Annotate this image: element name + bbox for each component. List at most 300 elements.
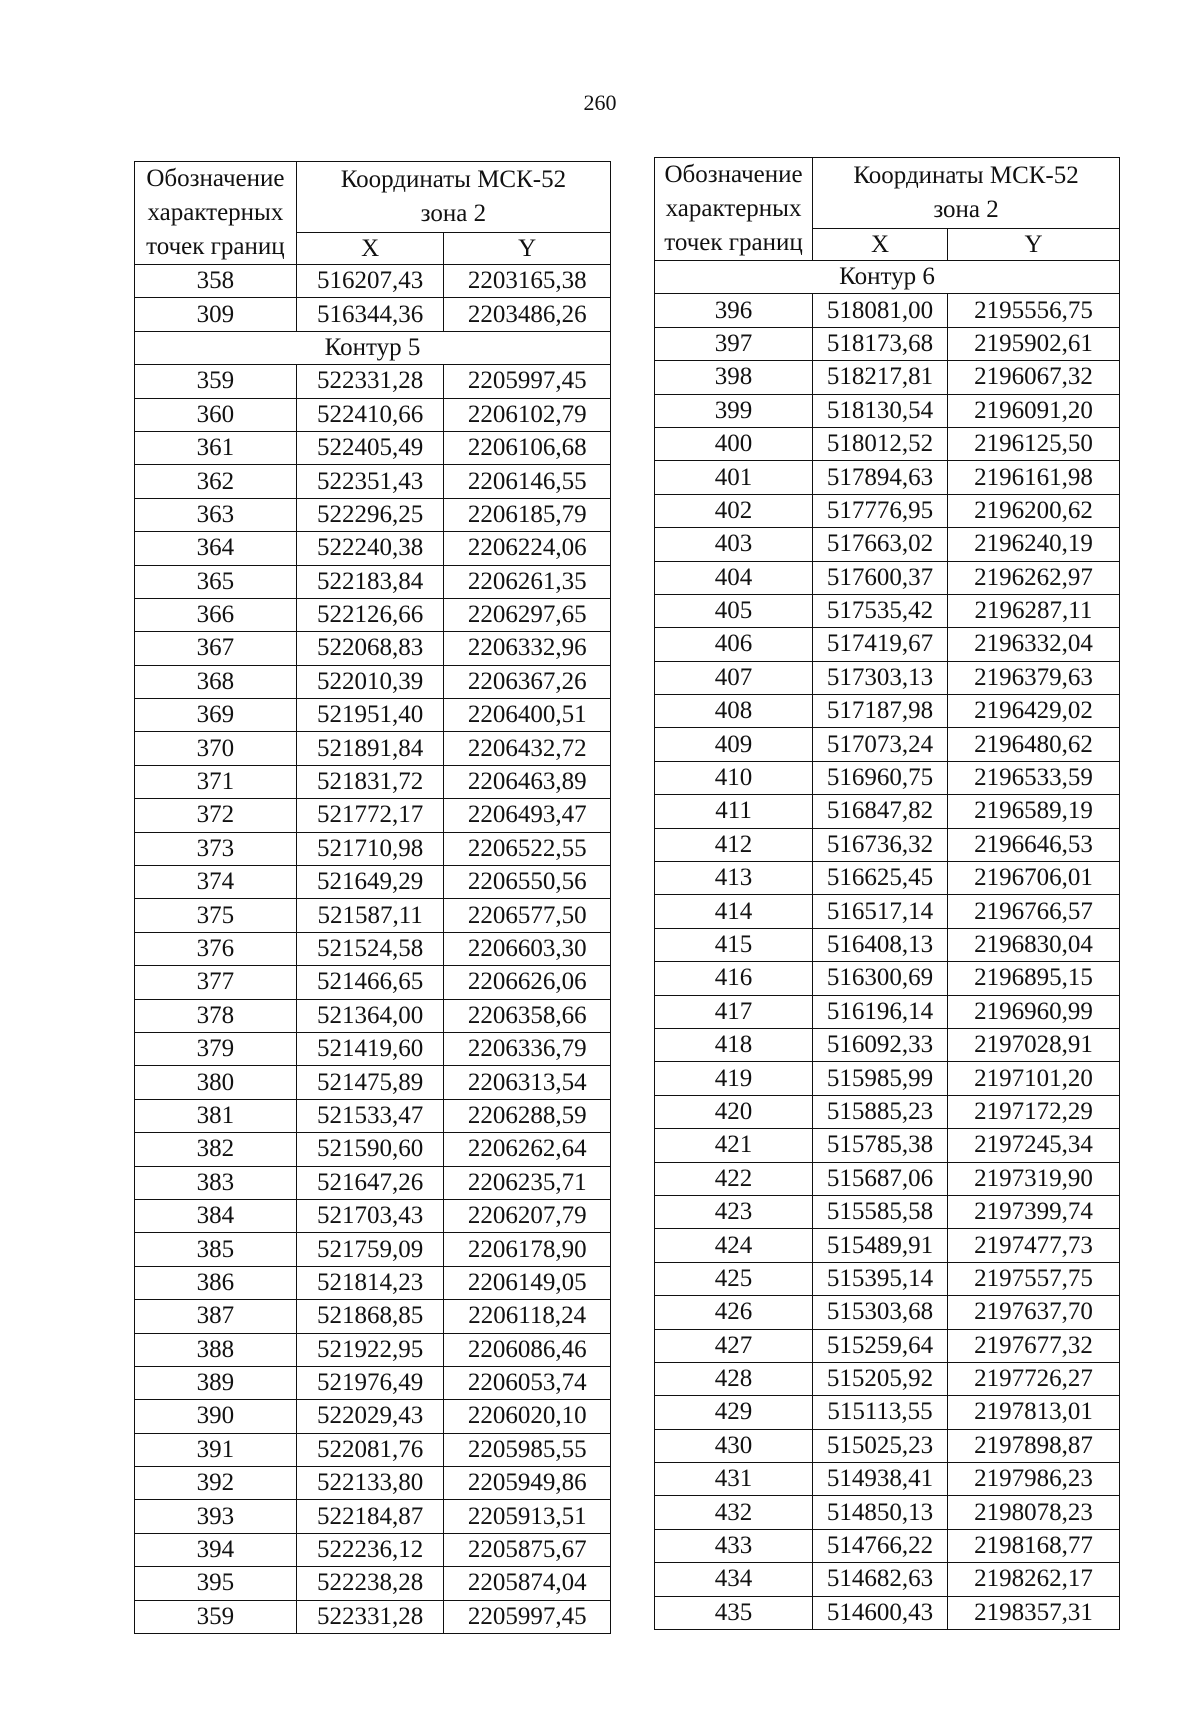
x-coordinate-cell: 517303,13	[813, 661, 948, 694]
point-number-cell: 379	[135, 1032, 297, 1065]
point-number-cell: 388	[135, 1333, 297, 1366]
x-coordinate-cell: 514938,41	[813, 1463, 948, 1496]
table-row	[655, 1529, 1120, 1562]
y-coordinate-cell: 2197101,20	[947, 1062, 1119, 1095]
y-coordinate-cell: 2196091,20	[947, 394, 1119, 427]
table-row	[655, 862, 1120, 895]
right-table-body	[655, 158, 1120, 1630]
x-coordinate-cell: 517073,24	[813, 728, 948, 761]
y-column-header: Y	[444, 233, 611, 265]
table-row	[135, 1366, 611, 1399]
header-line: зона 2	[933, 196, 999, 224]
table-row	[135, 999, 611, 1032]
y-coordinate-cell: 2196332,04	[947, 628, 1119, 661]
x-coordinate-cell: 516196,14	[813, 995, 948, 1028]
table-row	[655, 1162, 1120, 1195]
table-row	[655, 394, 1120, 427]
table-row	[135, 966, 611, 999]
x-coordinate-cell: 522068,83	[296, 632, 444, 665]
x-coordinate-cell: 521419,60	[296, 1032, 444, 1065]
y-coordinate-cell: 2206106,68	[444, 431, 611, 464]
y-coordinate-cell: 2206367,26	[444, 665, 611, 698]
x-coordinate-cell: 515259,64	[813, 1329, 948, 1362]
y-coordinate-cell: 2196125,50	[947, 427, 1119, 460]
y-coordinate-cell: 2196895,15	[947, 962, 1119, 995]
left-table-body	[135, 162, 611, 1634]
point-number-cell: 386	[135, 1266, 297, 1299]
table-row	[135, 1166, 611, 1199]
point-number-cell: 370	[135, 732, 297, 765]
point-number-cell: 398	[655, 361, 813, 394]
y-coordinate-cell: 2196646,53	[947, 828, 1119, 861]
table-row	[655, 1095, 1120, 1128]
point-number-cell: 372	[135, 799, 297, 832]
point-number-cell: 410	[655, 761, 813, 794]
x-coordinate-cell: 521466,65	[296, 966, 444, 999]
x-coordinate-cell: 521814,23	[296, 1266, 444, 1299]
y-coordinate-cell: 2196706,01	[947, 862, 1119, 895]
table-row	[655, 1463, 1120, 1496]
table-row	[135, 632, 611, 665]
table-row	[655, 1229, 1120, 1262]
point-number-cell: 423	[655, 1195, 813, 1228]
y-coordinate-cell: 2206288,59	[444, 1099, 611, 1132]
table-row	[655, 1362, 1120, 1395]
x-coordinate-cell: 522331,28	[296, 1600, 444, 1633]
y-coordinate-cell: 2206146,55	[444, 465, 611, 498]
point-number-cell: 424	[655, 1229, 813, 1262]
table-row	[135, 532, 611, 565]
coordinates-header	[813, 158, 1120, 229]
point-number-cell: 418	[655, 1028, 813, 1061]
y-coordinate-cell: 2197813,01	[947, 1396, 1119, 1429]
table-row	[655, 1195, 1120, 1228]
x-coordinate-cell: 514682,63	[813, 1563, 948, 1596]
table-row	[135, 1433, 611, 1466]
table-row	[655, 1563, 1120, 1596]
x-coordinate-cell: 522010,39	[296, 665, 444, 698]
x-coordinate-cell: 522184,87	[296, 1500, 444, 1533]
y-coordinate-cell: 2205997,45	[444, 1600, 611, 1633]
y-coordinate-cell: 2206185,79	[444, 498, 611, 531]
point-number-cell: 430	[655, 1429, 813, 1462]
point-number-cell: 429	[655, 1396, 813, 1429]
table-row	[655, 1062, 1120, 1095]
x-coordinate-cell: 522183,84	[296, 565, 444, 598]
y-coordinate-cell: 2198168,77	[947, 1529, 1119, 1562]
table-row	[135, 1300, 611, 1333]
y-coordinate-cell: 2197557,75	[947, 1262, 1119, 1295]
table-row	[655, 695, 1120, 728]
header-row	[135, 162, 611, 233]
point-number-cell: 428	[655, 1362, 813, 1395]
table-row	[655, 628, 1120, 661]
table-row	[655, 528, 1120, 561]
point-number-cell: 416	[655, 962, 813, 995]
y-coordinate-cell: 2198357,31	[947, 1596, 1119, 1629]
table-row	[135, 265, 611, 298]
y-coordinate-cell: 2206603,30	[444, 932, 611, 965]
y-coordinate-cell: 2196429,02	[947, 695, 1119, 728]
header-line: характерных	[147, 199, 284, 226]
point-number-cell: 384	[135, 1199, 297, 1232]
x-coordinate-cell: 514600,43	[813, 1596, 948, 1629]
table-row	[655, 895, 1120, 928]
y-coordinate-cell: 2205985,55	[444, 1433, 611, 1466]
y-coordinate-cell: 2197319,90	[947, 1162, 1119, 1195]
y-coordinate-cell: 2197726,27	[947, 1362, 1119, 1395]
table-row	[655, 1496, 1120, 1529]
header-line: Координаты МСК-52	[340, 166, 567, 194]
point-number-cell: 397	[655, 327, 813, 360]
table-row	[655, 561, 1120, 594]
table-row	[135, 866, 611, 899]
table-row	[135, 665, 611, 698]
y-coordinate-cell: 2197477,73	[947, 1229, 1119, 1262]
contour-label: Контур 6	[655, 261, 1120, 294]
x-coordinate-cell: 521891,84	[296, 732, 444, 765]
point-number-cell: 365	[135, 565, 297, 598]
y-coordinate-cell: 2206493,47	[444, 799, 611, 832]
point-number-cell: 391	[135, 1433, 297, 1466]
x-coordinate-cell: 518173,68	[813, 327, 948, 360]
point-designation-header	[655, 158, 813, 261]
y-coordinate-cell: 2206336,79	[444, 1032, 611, 1065]
point-number-cell: 359	[135, 1600, 297, 1633]
x-coordinate-cell: 516847,82	[813, 795, 948, 828]
point-number-cell: 404	[655, 561, 813, 594]
y-coordinate-cell: 2196533,59	[947, 761, 1119, 794]
contour-row	[655, 261, 1120, 294]
point-number-cell: 405	[655, 594, 813, 627]
table-row	[135, 365, 611, 398]
y-coordinate-cell: 2206358,66	[444, 999, 611, 1032]
header-line: точек границ	[146, 233, 285, 260]
table-row	[135, 1333, 611, 1366]
y-coordinate-cell: 2196379,63	[947, 661, 1119, 694]
table-row	[135, 1400, 611, 1433]
point-number-cell: 377	[135, 966, 297, 999]
y-coordinate-cell: 2206297,65	[444, 598, 611, 631]
table-row	[135, 899, 611, 932]
x-coordinate-cell: 521703,43	[296, 1199, 444, 1232]
x-coordinate-cell: 522296,25	[296, 498, 444, 531]
x-coordinate-cell: 515687,06	[813, 1162, 948, 1195]
point-number-cell: 367	[135, 632, 297, 665]
y-coordinate-cell: 2196262,97	[947, 561, 1119, 594]
x-coordinate-cell: 516736,32	[813, 828, 948, 861]
table-row	[135, 398, 611, 431]
table-row	[135, 1066, 611, 1099]
table-row	[135, 765, 611, 798]
y-coordinate-cell: 2196589,19	[947, 795, 1119, 828]
table-row	[655, 427, 1120, 460]
point-number-cell: 412	[655, 828, 813, 861]
x-coordinate-cell: 521590,60	[296, 1133, 444, 1166]
header-line: Обозначение	[664, 161, 803, 188]
point-number-cell: 411	[655, 795, 813, 828]
table-row	[655, 1329, 1120, 1362]
point-number-cell: 368	[135, 665, 297, 698]
x-coordinate-cell: 521759,09	[296, 1233, 444, 1266]
header-line: характерных	[665, 195, 802, 222]
table-row	[135, 1266, 611, 1299]
table-row	[655, 361, 1120, 394]
x-coordinate-cell: 522240,38	[296, 532, 444, 565]
y-coordinate-cell: 2206262,64	[444, 1133, 611, 1166]
x-coordinate-cell: 522238,28	[296, 1567, 444, 1600]
y-coordinate-cell: 2196766,57	[947, 895, 1119, 928]
y-coordinate-cell: 2196067,32	[947, 361, 1119, 394]
table-row	[655, 594, 1120, 627]
y-coordinate-cell: 2203486,26	[444, 298, 611, 331]
table-row	[135, 565, 611, 598]
table-row	[655, 494, 1120, 527]
table-row	[655, 661, 1120, 694]
header-line: зона 2	[420, 200, 487, 228]
y-coordinate-cell: 2206332,96	[444, 632, 611, 665]
point-number-cell: 432	[655, 1496, 813, 1529]
x-coordinate-cell: 515303,68	[813, 1296, 948, 1329]
y-coordinate-cell: 2196200,62	[947, 494, 1119, 527]
coordinates-header	[296, 162, 610, 233]
y-coordinate-cell: 2206224,06	[444, 532, 611, 565]
table-row	[135, 1500, 611, 1533]
y-coordinate-cell: 2197028,91	[947, 1028, 1119, 1061]
table-row	[655, 828, 1120, 861]
table-row	[655, 1396, 1120, 1429]
table-row	[135, 1133, 611, 1166]
point-number-cell: 400	[655, 427, 813, 460]
header-line: Обозначение	[146, 165, 285, 192]
x-coordinate-cell: 515785,38	[813, 1129, 948, 1162]
point-number-cell: 433	[655, 1529, 813, 1562]
table-row	[655, 795, 1120, 828]
x-coordinate-cell: 514766,22	[813, 1529, 948, 1562]
table-row	[655, 1262, 1120, 1295]
point-number-cell: 381	[135, 1099, 297, 1132]
table-row	[135, 498, 611, 531]
x-coordinate-cell: 515985,99	[813, 1062, 948, 1095]
y-coordinate-cell: 2196480,62	[947, 728, 1119, 761]
y-coordinate-cell: 2206086,46	[444, 1333, 611, 1366]
point-number-cell: 369	[135, 699, 297, 732]
x-coordinate-cell: 521587,11	[296, 899, 444, 932]
table-row	[135, 298, 611, 331]
table-row	[135, 1600, 611, 1633]
point-number-cell: 399	[655, 394, 813, 427]
point-number-cell: 409	[655, 728, 813, 761]
table-row	[655, 461, 1120, 494]
y-coordinate-cell: 2206020,10	[444, 1400, 611, 1433]
x-coordinate-cell: 522126,66	[296, 598, 444, 631]
x-coordinate-cell: 521649,29	[296, 866, 444, 899]
x-coordinate-cell: 516300,69	[813, 962, 948, 995]
y-coordinate-cell: 2197986,23	[947, 1463, 1119, 1496]
point-number-cell: 396	[655, 294, 813, 327]
point-number-cell: 366	[135, 598, 297, 631]
x-coordinate-cell: 522081,76	[296, 1433, 444, 1466]
point-number-cell: 382	[135, 1133, 297, 1166]
x-coordinate-cell: 521868,85	[296, 1300, 444, 1333]
y-coordinate-cell: 2205997,45	[444, 365, 611, 398]
x-coordinate-cell: 521524,58	[296, 932, 444, 965]
x-coordinate-cell: 521475,89	[296, 1066, 444, 1099]
table-row	[135, 431, 611, 464]
y-coordinate-cell: 2206432,72	[444, 732, 611, 765]
x-coordinate-cell: 521922,95	[296, 1333, 444, 1366]
y-coordinate-cell: 2197637,70	[947, 1296, 1119, 1329]
contour-row	[135, 331, 611, 364]
x-coordinate-cell: 515395,14	[813, 1262, 948, 1295]
point-number-cell: 413	[655, 862, 813, 895]
point-number-cell: 393	[135, 1500, 297, 1533]
y-coordinate-cell: 2196240,19	[947, 528, 1119, 561]
table-row	[135, 832, 611, 865]
y-coordinate-cell: 2195902,61	[947, 327, 1119, 360]
table-row	[135, 1199, 611, 1232]
header-row	[655, 158, 1120, 229]
x-coordinate-cell: 517600,37	[813, 561, 948, 594]
table-row	[135, 465, 611, 498]
x-coordinate-cell: 516344,36	[296, 298, 444, 331]
point-number-cell: 422	[655, 1162, 813, 1195]
table-row	[655, 1429, 1120, 1462]
point-number-cell: 401	[655, 461, 813, 494]
right-coordinates-table	[654, 157, 1120, 1630]
point-number-cell: 389	[135, 1366, 297, 1399]
table-row	[655, 1296, 1120, 1329]
y-coordinate-cell: 2196960,99	[947, 995, 1119, 1028]
x-coordinate-cell: 522351,43	[296, 465, 444, 498]
x-coordinate-cell: 517187,98	[813, 695, 948, 728]
y-coordinate-cell: 2198262,17	[947, 1563, 1119, 1596]
y-coordinate-cell: 2197677,32	[947, 1329, 1119, 1362]
point-number-cell: 407	[655, 661, 813, 694]
y-coordinate-cell: 2197399,74	[947, 1195, 1119, 1228]
y-coordinate-cell: 2205874,04	[444, 1567, 611, 1600]
x-coordinate-cell: 515585,58	[813, 1195, 948, 1228]
x-coordinate-cell: 521772,17	[296, 799, 444, 832]
point-number-cell: 373	[135, 832, 297, 865]
x-coordinate-cell: 515025,23	[813, 1429, 948, 1462]
y-coordinate-cell: 2206522,55	[444, 832, 611, 865]
table-row	[135, 932, 611, 965]
point-number-cell: 394	[135, 1533, 297, 1566]
x-coordinate-cell: 522029,43	[296, 1400, 444, 1433]
table-row	[655, 1028, 1120, 1061]
point-number-cell: 363	[135, 498, 297, 531]
y-coordinate-cell: 2206550,56	[444, 866, 611, 899]
header-line: Координаты МСК-52	[853, 162, 1079, 190]
y-coordinate-cell: 2206149,05	[444, 1266, 611, 1299]
x-coordinate-cell: 522405,49	[296, 431, 444, 464]
point-number-cell: 421	[655, 1129, 813, 1162]
table-row	[655, 995, 1120, 1028]
page-number: 260	[583, 90, 617, 115]
x-coordinate-cell: 517776,95	[813, 494, 948, 527]
y-coordinate-cell: 2206577,50	[444, 899, 611, 932]
y-coordinate-cell: 2196287,11	[947, 594, 1119, 627]
point-number-cell: 417	[655, 995, 813, 1028]
x-coordinate-cell: 521951,40	[296, 699, 444, 732]
table-row	[655, 962, 1120, 995]
y-coordinate-cell: 2205913,51	[444, 1500, 611, 1533]
x-column-header: X	[296, 233, 444, 265]
point-number-cell: 431	[655, 1463, 813, 1496]
table-row	[655, 761, 1120, 794]
y-coordinate-cell: 2197172,29	[947, 1095, 1119, 1128]
point-number-cell: 309	[135, 298, 297, 331]
point-number-cell: 385	[135, 1233, 297, 1266]
point-number-cell: 427	[655, 1329, 813, 1362]
y-coordinate-cell: 2196830,04	[947, 928, 1119, 961]
y-coordinate-cell: 2198078,23	[947, 1496, 1119, 1529]
left-coordinates-table	[134, 161, 611, 1634]
point-number-cell: 406	[655, 628, 813, 661]
table-row	[135, 598, 611, 631]
point-number-cell: 371	[135, 765, 297, 798]
y-coordinate-cell: 2206178,90	[444, 1233, 611, 1266]
point-number-cell: 403	[655, 528, 813, 561]
x-coordinate-cell: 516207,43	[296, 265, 444, 298]
point-number-cell: 419	[655, 1062, 813, 1095]
y-coordinate-cell: 2206261,35	[444, 565, 611, 598]
point-number-cell: 387	[135, 1300, 297, 1333]
point-number-cell: 434	[655, 1563, 813, 1596]
point-number-cell: 392	[135, 1467, 297, 1500]
x-coordinate-cell: 515113,55	[813, 1396, 948, 1429]
point-number-cell: 420	[655, 1095, 813, 1128]
y-coordinate-cell: 2195556,75	[947, 294, 1119, 327]
x-coordinate-cell: 517663,02	[813, 528, 948, 561]
x-coordinate-cell: 518217,81	[813, 361, 948, 394]
x-coordinate-cell: 518081,00	[813, 294, 948, 327]
x-coordinate-cell: 515205,92	[813, 1362, 948, 1395]
x-coordinate-cell: 517419,67	[813, 628, 948, 661]
table-row	[135, 732, 611, 765]
point-number-cell: 375	[135, 899, 297, 932]
x-coordinate-cell: 516092,33	[813, 1028, 948, 1061]
point-number-cell: 402	[655, 494, 813, 527]
y-coordinate-cell: 2206207,79	[444, 1199, 611, 1232]
header-line: точек границ	[664, 229, 803, 256]
x-coordinate-cell: 521710,98	[296, 832, 444, 865]
x-coordinate-cell: 517535,42	[813, 594, 948, 627]
x-coordinate-cell: 516517,14	[813, 895, 948, 928]
point-number-cell: 360	[135, 398, 297, 431]
y-coordinate-cell: 2206463,89	[444, 765, 611, 798]
y-column-header: Y	[947, 229, 1119, 261]
contour-label: Контур 5	[135, 331, 611, 364]
table-row	[135, 699, 611, 732]
x-coordinate-cell: 518012,52	[813, 427, 948, 460]
x-coordinate-cell: 521831,72	[296, 765, 444, 798]
x-coordinate-cell: 521364,00	[296, 999, 444, 1032]
point-number-cell: 374	[135, 866, 297, 899]
y-coordinate-cell: 2205875,67	[444, 1533, 611, 1566]
point-number-cell: 361	[135, 431, 297, 464]
point-number-cell: 415	[655, 928, 813, 961]
point-number-cell: 408	[655, 695, 813, 728]
y-coordinate-cell: 2206626,06	[444, 966, 611, 999]
x-coordinate-cell: 521533,47	[296, 1099, 444, 1132]
table-row	[655, 327, 1120, 360]
table-row	[135, 1233, 611, 1266]
x-coordinate-cell: 515489,91	[813, 1229, 948, 1262]
point-number-cell: 364	[135, 532, 297, 565]
y-coordinate-cell: 2206313,54	[444, 1066, 611, 1099]
